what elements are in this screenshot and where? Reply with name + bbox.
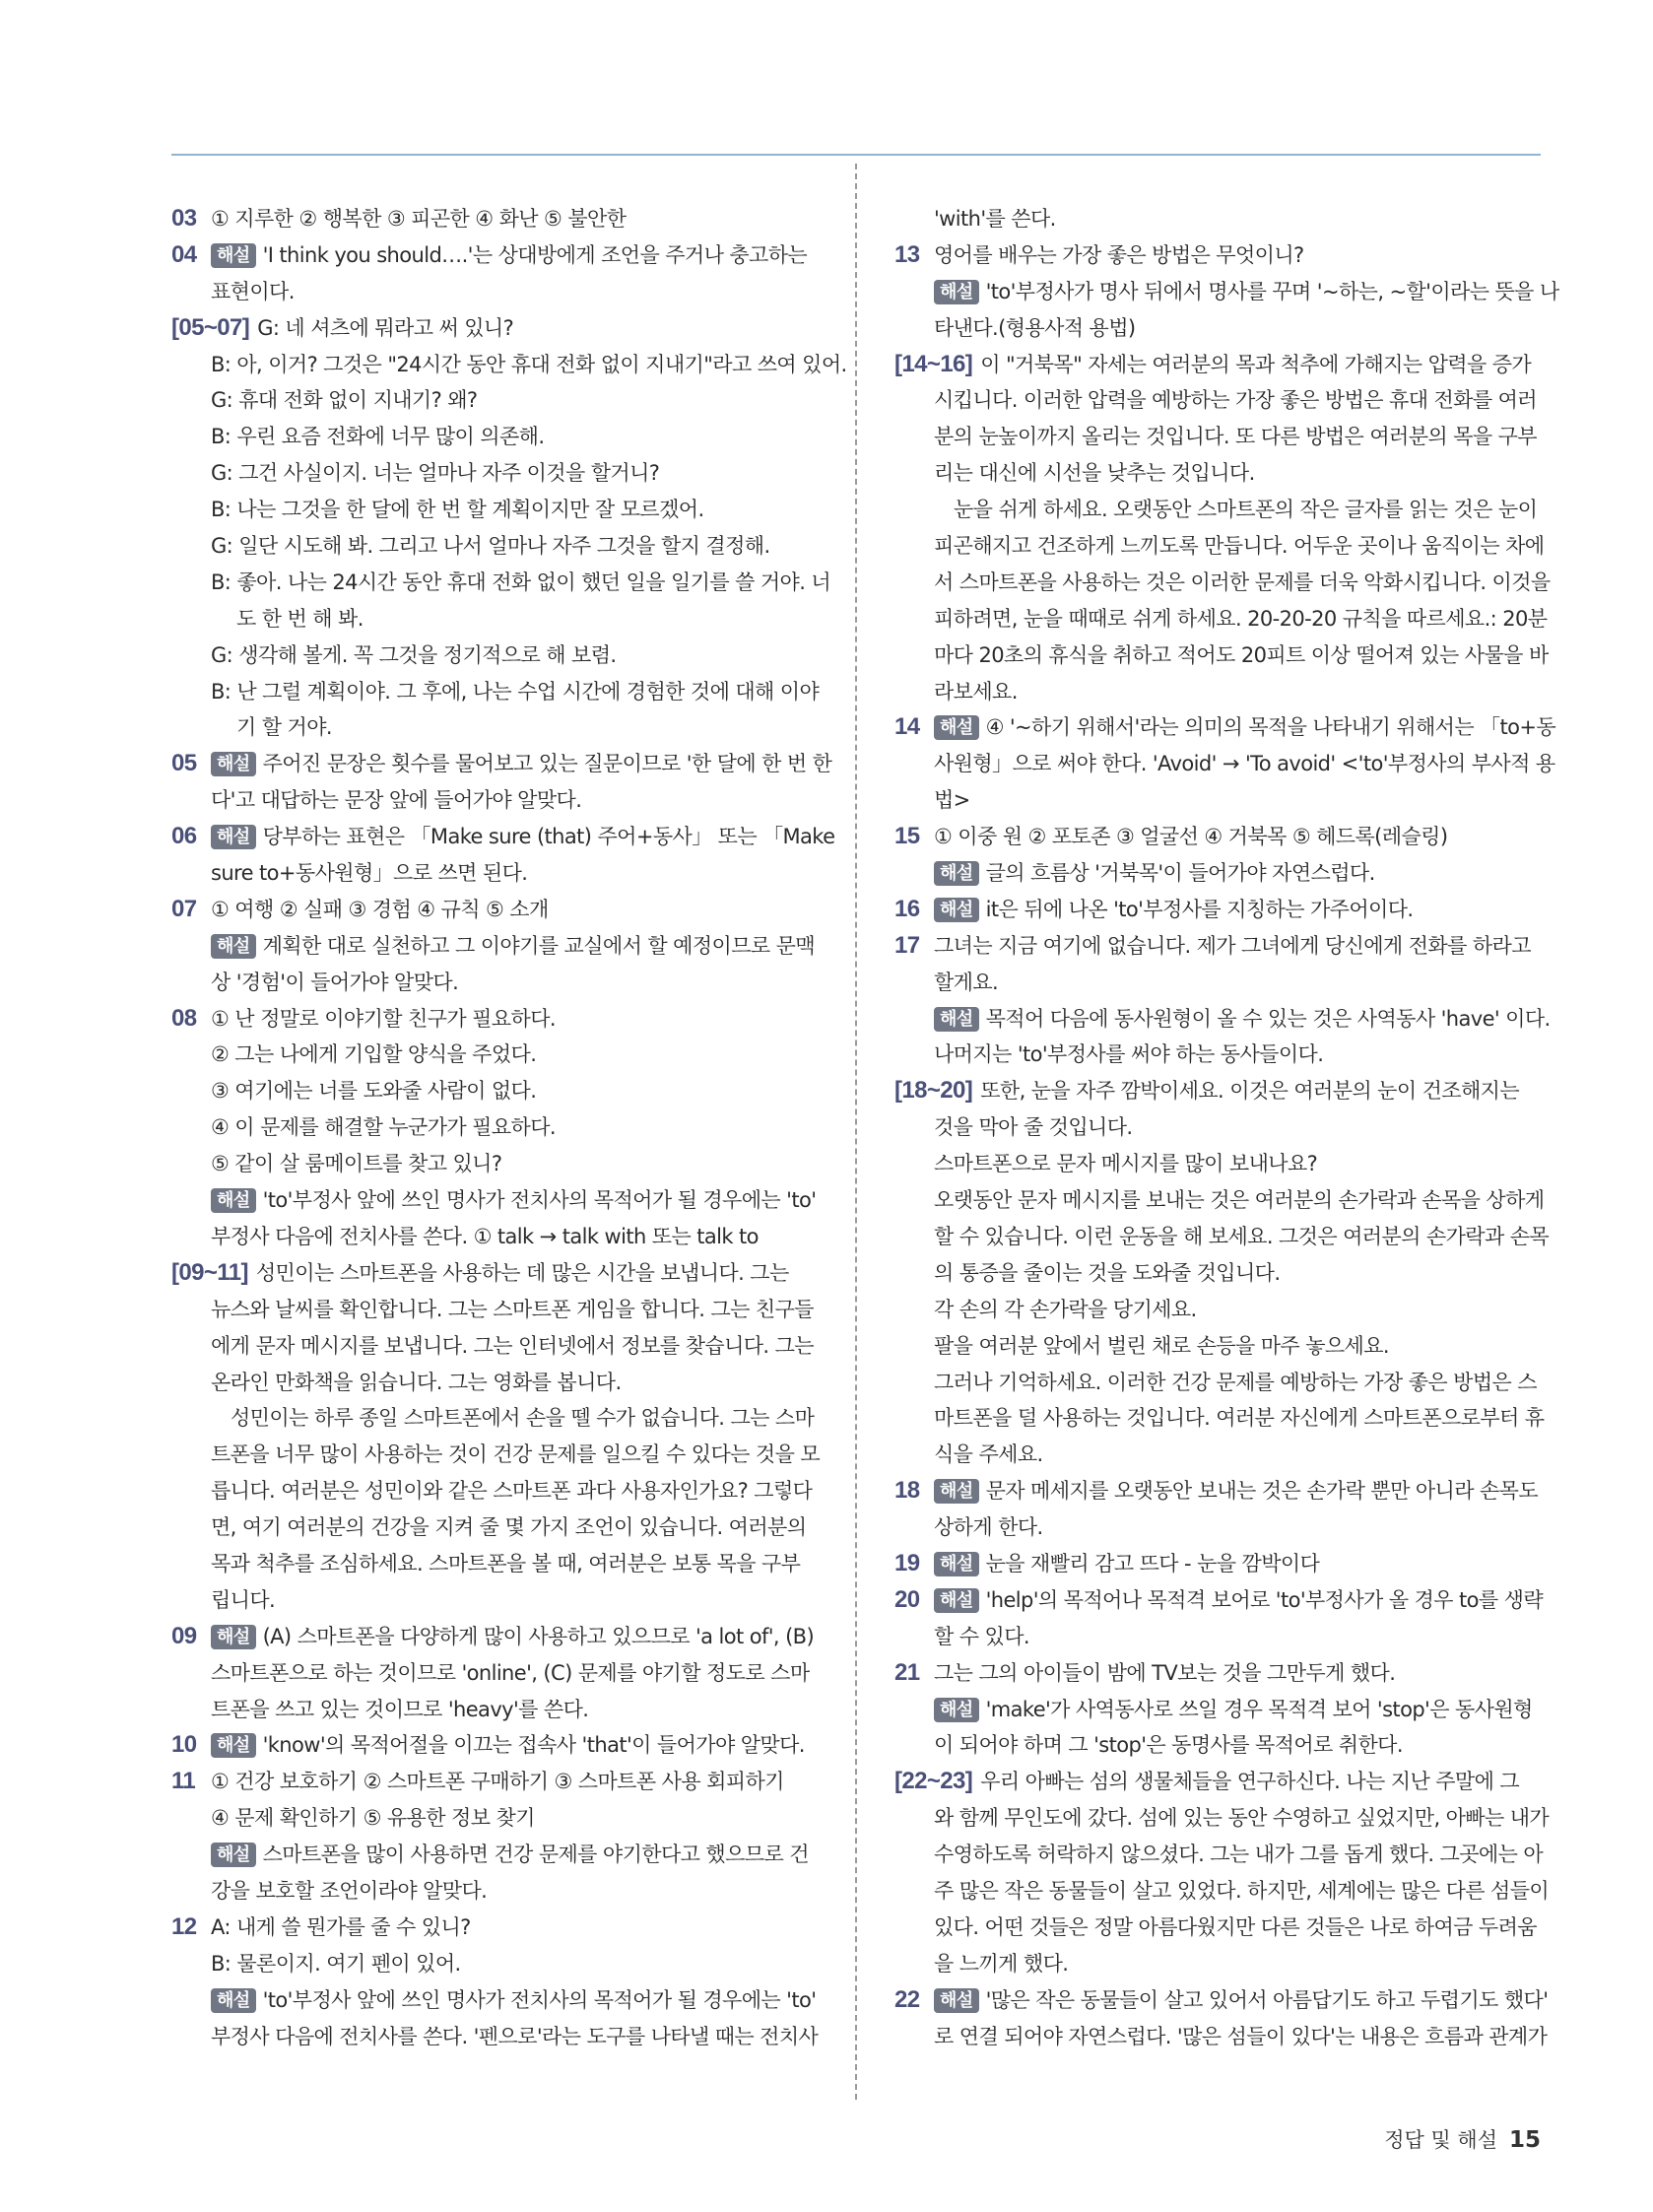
question-number: 17 [894,931,920,959]
line-text: G: 생각해 볼게. 꼭 그것을 정기적으로 해 보렴. [211,642,617,667]
question-number: 20 [894,1585,920,1613]
text-line [171,1073,822,1109]
question-number: 15 [894,823,920,850]
line-text: 'with'를 쓴다. [934,207,1056,231]
text-line [171,1946,822,1982]
explanation-badge: 해설 [211,1188,256,1213]
text-line [894,237,1541,274]
question-number: 16 [894,895,920,922]
line-text: 의 통증을 줄이는 것을 도와줄 것입니다. [934,1260,1281,1285]
text-line [894,1837,1544,1873]
text-line [171,637,822,674]
line-text: ④ 문제 확인하기 ⑤ 유용한 정보 찾기 [211,1806,535,1831]
line-text: it은 뒤에 나온 'to'부정사를 지칭하는 가주어이다. [985,897,1414,921]
line-text: B: 좋아. 나는 24시간 동안 휴대 전화 없이 했던 일을 일기를 쓸 거야. 너 [211,570,831,594]
explanation-badge: 해설 [211,1843,256,1867]
line-text: 뉴스와 날씨를 확인합니다. 그는 스마트폰 게임을 합니다. 그는 친구들 [211,1297,814,1321]
line-text: 서 스마트폰을 사용하는 것은 이러한 문제를 더욱 악화시킵니다. 이것을 [934,570,1551,594]
text-line [894,382,1541,419]
text-line [171,310,822,347]
line-text: 상하게 한다. [934,1515,1043,1540]
text-line [171,1873,822,1910]
text-line [171,492,822,528]
line-text: 분의 눈높이까지 올리는 것입니다. 또 다른 방법은 여러분의 목을 구부 [934,425,1537,449]
text-line [171,928,822,965]
explanation-badge: 해설 [934,715,979,740]
line-text: 에게 문자 메시지를 보냅니다. 그는 인터넷에서 정보를 찾습니다. 그는 [211,1333,814,1358]
line-text: 'make'가 사역동사로 쓰일 경우 목적격 보어 'stop'은 동사원형 [985,1697,1533,1721]
right-column [894,201,1559,2054]
top-rule [171,154,1541,156]
line-text: 주어진 문장은 횟수를 물어보고 있는 질문이므로 '한 달에 한 번 한 [262,752,832,776]
line-text: ① 여행 ② 실패 ③ 경험 ④ 규칙 ⑤ 소개 [211,897,549,921]
explanation-badge: 해설 [211,752,256,776]
text-line [894,782,1541,819]
question-number: 08 [171,1004,197,1032]
page-number: 15 [1508,2127,1541,2153]
text-line [894,1292,1541,1328]
line-text: 마트폰을 덜 사용하는 것입니다. 여러분 자신에게 스마트폰으로부터 휴 [934,1406,1545,1431]
explanation-badge: 해설 [934,1479,979,1504]
text-line [894,1655,1541,1692]
text-line [171,674,822,710]
text-line [171,274,822,310]
line-text: 계획한 대로 실천하고 그 이야기를 교실에서 할 예정이므로 문맥 [262,933,816,958]
question-number: 22 [894,1985,920,2013]
question-number: 12 [171,1912,197,1940]
text-line [894,1146,1541,1182]
line-text: G: 일단 시도해 봐. 그리고 나서 얼마나 자주 그것을 할지 결정해. [211,534,770,559]
page-footer [1359,2124,1541,2154]
line-text: 기 할 거야. [236,715,332,740]
line-text: 눈을 재빨리 감고 뜨다 - 눈을 깜박이다 [985,1551,1320,1575]
text-line [894,2019,1548,2055]
column-divider [855,164,857,2100]
line-text: ① 이중 원 ② 포토존 ③ 얼굴선 ④ 거북목 ⑤ 헤드록(레슬링) [934,825,1448,849]
line-text: 있다. 어떤 것들은 정말 아름다웠지만 다른 것들은 나로 하여금 두려움 [934,1914,1537,1939]
line-text: ① 지루한 ② 행복한 ③ 피곤한 ④ 화난 ⑤ 불안한 [211,207,627,231]
text-line [894,1437,1541,1473]
line-text: 시킵니다. 이러한 압력을 예방하는 가장 좋은 방법은 휴대 전화를 여러 [934,388,1537,413]
line-text: 그는 그의 아이들이 밤에 TV보는 것을 그만두게 했다. [934,1660,1396,1685]
text-line [171,1146,822,1182]
text-line [894,601,1548,637]
line-text: 'to'부정사 앞에 쓰인 명사가 전치사의 목적어가 될 경우에는 'to' [262,1188,817,1213]
line-text: 오랫동안 문자 메시지를 보내는 것은 여러분의 손가락과 손목을 상하게 [934,1188,1545,1213]
line-text: 이 "거북목" 자세는 여러분의 목과 척추에 가해지는 압력을 증가 [980,352,1532,376]
left-column [171,201,847,2054]
line-text: 우리 아빠는 섬의 생물체들을 연구하신다. 나는 지난 주말에 그 [980,1770,1520,1794]
question-number: 21 [894,1658,920,1686]
line-text: ③ 여기에는 너를 도와줄 사람이 없다. [211,1079,537,1104]
text-line [171,382,822,419]
line-text: 표현이다. [211,279,295,303]
text-line [171,1037,822,1073]
question-number: 13 [894,240,920,268]
text-line [171,419,822,455]
line-text: 'I think you should….'는 상대방에게 조언을 주거나 충고하는 [262,242,808,267]
line-text: 목과 척추를 조심하세요. 스마트폰을 볼 때, 여러분은 보통 목을 구부 [211,1551,801,1575]
text-line [171,1328,822,1365]
line-text: 것을 막아 줄 것입니다. [934,1115,1133,1140]
text-line [894,1109,1541,1146]
text-line [894,492,1541,528]
line-text: 스마트폰으로 하는 것이므로 'online', (C) 문제를 야기할 정도로 스마 [211,1660,810,1685]
explanation-badge: 해설 [934,1988,979,2013]
text-line [894,1182,1545,1219]
text-line [171,1437,822,1473]
line-text: 'know'의 목적어절을 이끄는 접속사 'that'이 들어가야 알맞다. [262,1733,805,1758]
text-line [894,274,1559,310]
line-text: 성민이는 스마트폰을 사용하는 데 많은 시간을 보냅니다. 그는 [255,1260,789,1285]
text-line [171,1509,822,1546]
line-text: 부정사 다음에 전치사를 쓴다. '펜으로'라는 도구를 나타낼 때는 전치사 [211,2024,819,2048]
line-text: 수영하도록 허락하지 않으셨다. 그는 내가 그를 돕게 했다. 그곳에는 아 [934,1843,1544,1867]
explanation-badge: 해설 [211,825,256,849]
text-line [171,1764,822,1800]
text-line [171,1473,822,1509]
explanation-badge: 해설 [934,1552,979,1576]
text-line [894,201,1541,237]
text-line [894,1727,1541,1764]
text-line [171,746,832,782]
text-line [171,1727,822,1764]
text-line [894,709,1556,746]
explanation-badge: 해설 [934,1588,979,1613]
line-text: ② 그는 나에게 기입할 양식을 주었다. [211,1042,537,1067]
text-line [894,1692,1541,1728]
text-line [171,1182,822,1219]
text-line [894,347,1541,383]
line-text: 다'고 대답하는 문장 앞에 들어가야 알맞다. [211,788,582,813]
explanation-badge: 해설 [211,934,256,959]
text-line [894,1546,1541,1582]
line-text: 주 많은 작은 동물들이 살고 있었다. 하지만, 세계에는 많은 다른 섬들이 [934,1878,1550,1903]
line-text: B: 난 그럴 계획이야. 그 후에, 나는 수업 시간에 경험한 것에 대해 이야 [211,679,820,704]
text-line [171,1219,822,1255]
line-text: 이 되어야 하며 그 'stop'은 동명사를 목적어로 취한다. [934,1733,1403,1758]
text-line [171,1619,822,1655]
text-line [894,1910,1541,1946]
text-line [171,1400,822,1437]
text-line [894,565,1551,601]
line-text: B: 물론이지. 여기 펜이 있어. [211,1951,461,1976]
line-text: ① 난 정말로 이야기할 친구가 필요하다. [211,1006,556,1031]
text-line [171,565,831,601]
question-number: 09 [171,1622,197,1649]
line-text: 스마트폰을 많이 사용하면 건강 문제를 야기한다고 했으므로 건 [262,1843,809,1867]
line-text: 'help'의 목적어나 목적격 보어로 'to'부정사가 올 경우 to를 생략 [985,1587,1544,1612]
explanation-badge: 해설 [934,280,979,304]
text-line [171,455,822,492]
text-line [894,1873,1550,1910]
text-line [894,1255,1541,1292]
explanation-badge: 해설 [211,243,256,268]
line-text: 각 손의 각 손가락을 당기세요. [934,1297,1197,1321]
line-text: 을 느끼게 했다. [934,1951,1069,1976]
line-text: '많은 작은 동물들이 살고 있어서 아름답기도 하고 두렵기도 했다' [985,1987,1549,2012]
text-line [894,892,1541,928]
explanation-badge: 해설 [934,1007,979,1032]
text-line [171,819,835,855]
question-number: 19 [894,1549,920,1576]
explanation-badge: 해설 [211,1625,256,1649]
question-number: 18 [894,1477,920,1505]
line-text: 할게요. [934,970,999,994]
line-text: 리는 대신에 시선을 낮추는 것입니다. [934,461,1255,486]
text-line [171,855,822,892]
text-line [171,1800,822,1837]
text-line [171,347,847,383]
line-text: B: 우린 요즘 전화에 너무 많이 의존해. [211,425,545,449]
text-line [894,1400,1545,1437]
explanation-badge: 해설 [934,861,979,886]
text-line [894,1946,1541,1982]
line-text: 또한, 눈을 자주 깜박이세요. 이것은 여러분의 눈이 건조해지는 [980,1079,1520,1104]
text-line [171,528,822,565]
text-line [894,1473,1541,1509]
line-text: 와 함께 무인도에 갔다. 섬에 있는 동안 수영하고 싶었지만, 아빠는 내가 [934,1806,1550,1831]
question-number: 03 [171,205,197,232]
text-line [171,201,822,237]
line-text: 도 한 번 해 봐. [236,606,364,631]
line-text: 면, 여기 여러분의 건강을 지켜 줄 몇 가지 조언이 있습니다. 여러분의 [211,1515,807,1540]
line-text: 그녀는 지금 여기에 없습니다. 제가 그녀에게 당신에게 전화를 하라고 [934,933,1531,958]
line-text: 사원형」으로 써야 한다. 'Avoid' → 'To avoid' <'to'부정사의 부사적 용 [934,752,1555,776]
explanation-badge: 해설 [211,1733,256,1758]
text-line [894,1764,1541,1800]
text-line [171,1582,822,1619]
text-line [894,674,1541,710]
line-text: B: 나는 그것을 한 달에 한 번 할 계획이지만 잘 모르겠어. [211,498,704,522]
line-text: ④ '~하기 위해서'라는 의미의 목적을 나타내기 위해서는 「to+동 [985,715,1556,740]
text-line [894,1619,1541,1655]
text-line [894,1365,1541,1401]
line-text: 로 연결 되어야 자연스럽다. '많은 섬들이 있다'는 내용은 흐름과 관계가 [934,2024,1548,2048]
text-line [894,1982,1549,2019]
text-line [171,601,822,637]
line-text: 온라인 만화책을 읽습니다. 그는 영화를 봅니다. [211,1370,622,1394]
text-line [171,1655,822,1692]
line-text: 눈을 쉬게 하세요. 오랫동안 스마트폰의 작은 글자를 읽는 것은 눈이 [954,498,1538,522]
line-text: 피곤해지고 건조하게 느끼도록 만듭니다. 어두운 곳이나 움직이는 차에 [934,534,1545,559]
question-range: [09~11] [171,1258,248,1286]
line-text: 할 수 있습니다. 이런 운동을 해 보세요. 그것은 여러분의 손가락과 손목 [934,1224,1550,1248]
text-line [894,965,1541,1001]
text-line [894,1073,1541,1109]
line-text: B: 아, 이거? 그것은 "24시간 동안 휴대 전화 없이 지내기"라고 쓰여 있어. [211,352,847,376]
text-line [171,1910,822,1946]
text-line [894,1219,1550,1255]
question-range: [14~16] [894,350,973,377]
text-line [894,746,1555,782]
line-text: 상 '경험'이 들어가야 알맞다. [211,970,459,994]
line-text: ④ 이 문제를 해결할 누군가가 필요하다. [211,1115,556,1140]
line-text: 식을 주세요. [934,1442,1043,1467]
line-text: 성민이는 하루 종일 스마트폰에서 손을 뗄 수가 없습니다. 그는 스마 [231,1406,815,1431]
line-text: 할 수 있다. [934,1624,1029,1648]
explanation-badge: 해설 [934,1698,979,1722]
line-text: (A) 스마트폰을 다양하게 많이 사용하고 있으므로 'a lot of', (B) [262,1624,815,1648]
line-text: 부정사 다음에 전치사를 쓴다. ① talk → talk with 또는 talk to [211,1224,759,1248]
text-line [894,1037,1541,1073]
text-line [894,1328,1541,1365]
line-text: ① 건강 보호하기 ② 스마트폰 구매하기 ③ 스마트폰 사용 회피하기 [211,1770,784,1794]
text-line [171,1001,822,1038]
question-range: [18~20] [894,1077,973,1105]
explanation-badge: 해설 [934,898,979,922]
question-number: 14 [894,713,920,741]
line-text: 립니다. [211,1587,276,1612]
line-text: 그러나 기억하세요. 이러한 건강 문제를 예방하는 가장 좋은 방법은 스 [934,1370,1537,1394]
text-line [171,1837,822,1873]
text-line [171,1292,822,1328]
question-range: [05~07] [171,313,250,341]
text-line [171,892,822,928]
text-line [894,637,1549,674]
line-text: 릅니다. 여러분은 성민이와 같은 스마트폰 과다 사용자인가요? 그렇다 [211,1479,813,1504]
text-line [894,455,1541,492]
line-text: 마다 20초의 휴식을 취하고 적어도 20피트 이상 떨어져 있는 사물을 바 [934,642,1549,667]
line-text: 나머지는 'to'부정사를 써야 하는 동사들이다. [934,1042,1324,1067]
line-text: 트폰을 쓰고 있는 것이므로 'heavy'를 쓴다. [211,1697,589,1721]
line-text: 스마트폰으로 문자 메시지를 많이 보내나요? [934,1152,1318,1176]
text-line [894,1800,1550,1837]
line-text: 당부하는 표현은 「Make sure (that) 주어+동사」 또는 「Make [262,825,835,849]
line-text: 'to'부정사 앞에 쓰인 명사가 전치사의 목적어가 될 경우에는 'to' [262,1987,817,2012]
question-number: 11 [171,1768,196,1795]
line-text: 강을 보호할 조언이라야 알맞다. [211,1878,488,1903]
text-line [171,237,822,274]
text-line [171,2019,822,2055]
line-text: G: 네 셔츠에 뭐라고 써 있니? [257,315,514,340]
question-number: 05 [171,750,197,777]
line-text: ⑤ 같이 살 룸메이트를 찾고 있니? [211,1152,502,1176]
line-text: 트폰을 너무 많이 사용하는 것이 건강 문제를 일으킬 수 있다는 것을 모 [211,1442,821,1467]
text-line [894,1509,1541,1546]
text-line [894,1001,1551,1038]
line-text: 법> [934,788,970,813]
line-text: sure to+동사원형」으로 쓰면 된다. [211,861,528,886]
question-number: 06 [171,823,197,850]
question-number: 04 [171,240,197,268]
line-text: 글의 흐름상 '거북목'이 들어가야 자연스럽다. [985,861,1375,886]
explanation-badge: 해설 [211,1988,256,2013]
text-line [894,310,1541,347]
footer-label: 정답 및 해설 [1384,2128,1497,2152]
text-line [894,855,1541,892]
text-line [171,1692,822,1728]
text-line [171,1255,822,1292]
line-text: 피하려면, 눈을 때때로 쉬게 하세요. 20-20-20 규칙을 따르세요.: 20분 [934,606,1548,631]
text-line [171,1546,822,1582]
text-line [171,1109,822,1146]
line-text: 타낸다.(형용사적 용법) [934,315,1136,340]
text-line [171,965,822,1001]
text-line [894,528,1545,565]
line-text: 'to'부정사가 명사 뒤에서 명사를 꾸며 '~하는, ~할'이라는 뜻을 나 [985,279,1559,303]
line-text: A: 내게 쓸 뭔가를 줄 수 있니? [211,1914,471,1939]
line-text: 목적어 다음에 동사원형이 올 수 있는 것은 사역동사 'have' 이다. [985,1006,1551,1031]
question-number: 10 [171,1731,197,1759]
text-line [171,1365,822,1401]
line-text: 영어를 배우는 가장 좋은 방법은 무엇이니? [934,242,1304,267]
line-text: 문자 메세지를 오랫동안 보내는 것은 손가락 뿐만 아니라 손목도 [985,1479,1539,1504]
question-number: 07 [171,895,197,922]
text-line [894,419,1541,455]
line-text: 라보세요. [934,679,1018,704]
text-line [171,709,822,746]
line-text: G: 휴대 전화 없이 지내기? 왜? [211,388,478,413]
text-line [894,1582,1544,1619]
line-text: G: 그건 사실이지. 너는 얼마나 자주 이것을 할거니? [211,461,660,486]
question-range: [22~23] [894,1768,973,1795]
text-line [171,782,822,819]
text-line [894,928,1541,965]
text-line [171,1982,822,2019]
text-line [894,819,1541,855]
line-text: 팔을 여러분 앞에서 벌린 채로 손등을 마주 놓으세요. [934,1333,1390,1358]
